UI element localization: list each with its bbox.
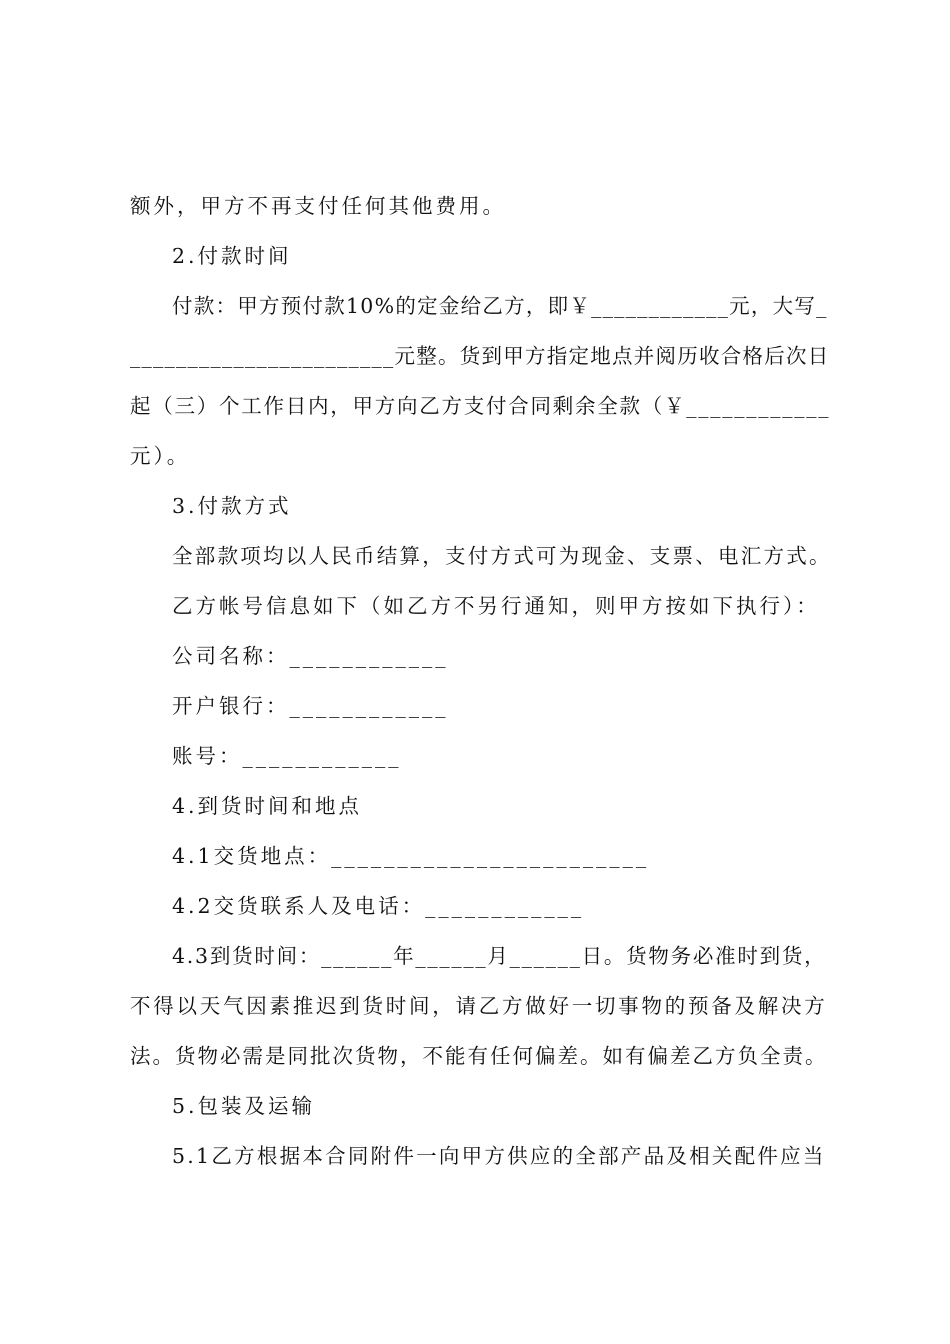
- section-heading: 2.付款时间: [172, 244, 292, 268]
- paragraph-line: 元）。: [130, 444, 191, 468]
- form-field-company-name: 公司名称：____________: [172, 644, 449, 668]
- paragraph-line: 起（三）个工作日内，甲方向乙方支付合同剩余全款（￥____________: [130, 394, 831, 418]
- form-field-account: 账号：____________: [172, 744, 402, 768]
- paragraph-line: 乙方帐号信息如下（如乙方不另行通知，则甲方按如下执行）：: [172, 594, 820, 618]
- paragraph-line: 法。货物必需是同批次货物，不能有任何偏差。如有偏差乙方负全责。: [130, 1044, 828, 1068]
- paragraph-line: 付款：甲方预付款10%的定金给乙方，即￥____________元，大写_: [172, 294, 828, 318]
- section-heading: 3.付款方式: [172, 494, 292, 518]
- paragraph-line: _______________________元整。货到甲方指定地点并阅历收合格后次日: [130, 344, 830, 368]
- section-heading: 4.到货时间和地点: [172, 794, 363, 818]
- paragraph-line: 4.3到货时间：______年______月______日。货物务必准时到货，: [172, 944, 827, 968]
- paragraph-line: 5.1乙方根据本合同附件一向甲方供应的全部产品及相关配件应当: [172, 1144, 826, 1168]
- form-field-bank: 开户银行：____________: [172, 694, 449, 718]
- form-field-delivery-contact: 4.2交货联系人及电话：____________: [172, 894, 585, 918]
- form-field-delivery-location: 4.1交货地点：________________________: [172, 844, 650, 868]
- section-heading: 5.包装及运输: [172, 1094, 316, 1118]
- paragraph-line: 全部款项均以人民币结算，支付方式可为现金、支票、电汇方式。: [172, 544, 832, 568]
- paragraph-line: 额外，甲方不再支付任何其他费用。: [130, 194, 506, 218]
- paragraph-line: 不得以天气因素推迟到货时间，请乙方做好一切事物的预备及解决方: [130, 994, 828, 1018]
